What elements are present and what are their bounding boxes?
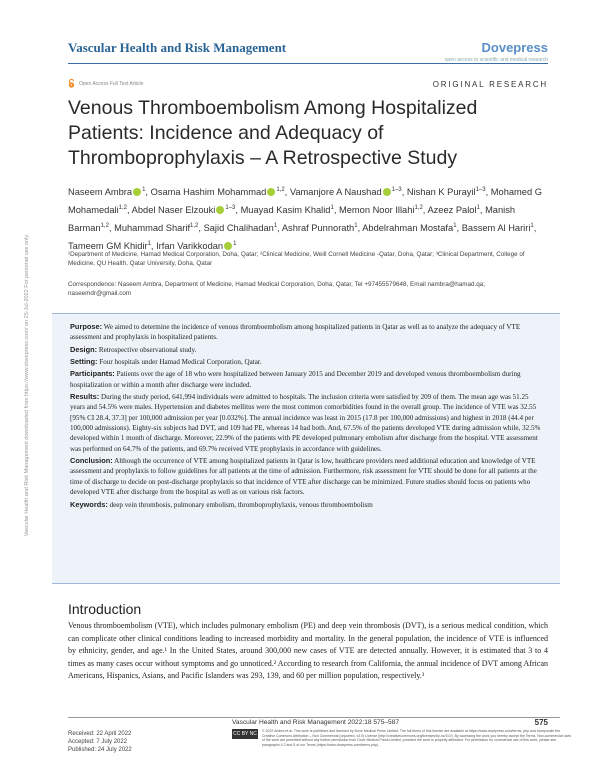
header-rule — [68, 63, 548, 64]
introduction-paragraph: Venous thromboembolism (VTE), which includes pulmonary embolism (PE) and deep vein thrombosis (DVT), is a serious medical condition, which can complicate other clinical conditions leading to increased morbidity and mortality. In the general population, the incidence of VTE is influenced by ethnicity, gender, and age.¹ In the United States, around 300,000 new cases of VTE are detected annually. However, it is estimated that 3 to 4 times as many cases occur without symptoms and go unnoticed.² According to research from California, the annual incidence of DVT among African Americans, Hispanics, Asians, and Pacific Islanders was 293, 139, and 60 per million population, respectively.³ — [68, 621, 548, 681]
author-affiliation: 1,2 — [190, 223, 199, 230]
author-affiliation: 1 — [476, 205, 480, 212]
abstract-text: We aimed to determine the incidence of venous thromboembolism among hospitalized patients in Qatar as well as to analyze the adequacy of VTE assessment and prophylaxis in hospitalized patients. — [70, 323, 521, 342]
author — [204, 223, 278, 233]
abstract-label: Conclusion: — [70, 456, 113, 466]
license-text: © 2022 Ambra et al. This work is published and licensed by Dove Medical Press Limited. The full terms of this license are available at https://www.dovepress.com/terms. php and incorporate the Creative Commons Attribution – Non Commercial (unported, v3.0) License (http://creativecommons.org/licenses/by-nc/3.0/). By accessing the work you hereby accept the Terms. Non-commercial uses of the work are permitted without any further permission from Dove Medical Press Limited, provided the work is properly attributed. For permission for commercial use of this work, please see paragraphs 4.2 and 5 of our Terms (https://www.dovepress.com/terms.php). — [262, 729, 572, 747]
abstract-label: Participants: — [70, 369, 115, 379]
abstract-purpose — [70, 322, 542, 343]
author — [282, 223, 358, 233]
author — [462, 223, 534, 233]
author-affiliation: 1,2 — [100, 223, 109, 230]
journal-name: Vascular Health and Risk Management — [68, 40, 287, 55]
abstract-label: Design: — [70, 344, 98, 354]
correspondence: Correspondence: Naseem Ambra, Department of Medicine, Hamad Medical Corporation, Doha, Qatar, Tel +97455579648, Email nambra@hamad.qa; naseemdr@gmail.com — [68, 281, 486, 297]
author-name: Tameem GM Khidir — [68, 241, 148, 252]
author-name: Osama Hashim Mohammad — [150, 187, 267, 198]
orcid-icon[interactable] — [133, 188, 141, 196]
author-name: Memon Noor Illahi — [339, 205, 415, 216]
author-name: Abdel Naser Elzouki — [131, 205, 216, 216]
publisher-tagline: open access to scientific and medical research — [444, 57, 548, 63]
introduction-heading: Introduction — [68, 601, 142, 617]
footer-rule — [68, 717, 560, 718]
author-affiliation: 1 — [330, 205, 334, 212]
author-affiliation: 1,2 — [414, 205, 423, 212]
accepted-date: Accepted: 7 July 2022 — [68, 739, 128, 745]
publisher-logo — [445, 40, 548, 63]
author — [132, 205, 236, 215]
orcid-icon[interactable] — [383, 188, 391, 196]
published-date: Published: 24 July 2022 — [68, 747, 132, 753]
author-name: Manish Barman — [68, 205, 516, 234]
author — [407, 187, 486, 197]
abstract-label: Keywords: — [70, 499, 108, 509]
abstract-text: Although the occurrence of VTE among hospitalized patients in Qatar is low, healthcare providers need additional education and knowledge of VTE assessment and prophylaxis to follow guidelines for all patients at the time of admission. Furthermore, risk assessment for VTE should be done for all patients at the time of discharge to decide on post-discharge prophylaxis so that incidence of VTE after discharge can be minimized. Future studies should focus on patients who developed VTE after discharge from the hospital as well as on various risk factors. — [70, 457, 537, 497]
author-name: Irfan Varikkodan — [156, 241, 224, 252]
abstract-participants — [70, 369, 542, 390]
introduction-body — [68, 620, 548, 683]
author-name: Azeez Palol — [427, 205, 477, 216]
author — [362, 223, 456, 233]
abstract-text: deep vein thrombosis, pulmonary embolism, thromboprophylaxis, venous thromboembolism — [109, 500, 373, 509]
author-name: Bassem Al Hariri — [461, 223, 531, 234]
open-access-lock-icon — [68, 79, 75, 88]
author — [241, 205, 334, 215]
author-affiliation: 1 — [453, 223, 457, 230]
author-affiliation: 1 — [273, 223, 278, 230]
author-affiliation: 1,2 — [118, 205, 127, 212]
abstract-conclusion — [70, 456, 542, 497]
open-access-label — [68, 79, 143, 88]
page-number: 575 — [534, 718, 548, 727]
publisher-name: Dovepress — [481, 40, 548, 55]
author-affiliation: 1 — [142, 187, 146, 193]
article-type: ORIGINAL RESEARCH — [432, 80, 548, 89]
author-name: Mohamed G Mohamedali — [68, 187, 542, 216]
author-affiliation: 1–3 — [225, 205, 236, 212]
abstract-text: During the study period, 641,994 individuals were admitted to hospitals. The inclusion criteria were satisfied by 209 of them. The mean age was 51.25 years and 54.5% were males. Hypertension and diabetes mellitus were the most common comorbidities found in the overall group. The incidence of VTE was 32.55 [95% CI 28.4, 37.3] per 100,000 admission per year [0.032%]. The annual incidence was least in 2015 (17.8 per 100,000 admissions) and highest in 2018 (44.4 per 100,000 admissions). Eighty-six subjects had DVT, and 109 had PE, whereas 14 had both. And, 67.5% of the patients developed VTE during admission while, 32.5% developed within 1 month of discharge. Moreover, 22.9% of the patients with PE developed pulmonary embolism after discharge from the hospital. VTE assessment was performed on 64.7% of the patients, and 69.7% received VTE prophylaxis in accordance with guidelines. — [70, 393, 541, 453]
abstract-text: Four hospitals under Hamad Medical Corporation, Qatar. — [99, 358, 262, 367]
abstract-label: Results: — [70, 392, 100, 402]
abstract-box — [52, 313, 560, 584]
cc-license-icon: CC BY NC — [233, 731, 257, 737]
abstract-text: Retrospective observational study. — [98, 345, 197, 354]
author-name: Nishan K Purayil — [406, 187, 476, 198]
open-access-text: Open Access Full Text Article — [79, 80, 144, 87]
author-affiliation: 1 — [233, 241, 237, 248]
author-name: Ashraf Punnorath — [281, 223, 355, 234]
affiliations: ¹Department of Medicine, Hamad Medical Corporation, Doha, Qatar; ²Clinical Medicine, Weill Cornell Medicine -Qatar, Doha, Qatar; ³Clinical Department, College of Medicine, QU Health, Qatar University, Doha, Qatar — [68, 251, 525, 267]
received-date: Received: 22 April 2022 — [68, 731, 132, 737]
license-block — [232, 729, 572, 747]
author — [68, 187, 145, 197]
orcid-icon[interactable] — [267, 188, 275, 196]
article-title: Venous Thromboembolism Among Hospitalized Patients: Incidence and Adequacy of Thromboprophylaxis – A Retrospective Study — [68, 97, 478, 169]
author-affiliation: 1 — [147, 241, 151, 248]
abstract-keywords — [70, 500, 542, 510]
side-download-note — [24, 150, 44, 620]
author — [427, 205, 479, 215]
abstract-design — [70, 345, 542, 355]
author-name: Sajid Chalihadan — [203, 223, 274, 234]
abstract-text: Patients over the age of 18 who were hospitalized between January 2015 and December 2019 and developed venous thromboembolism during hospitalization or within a month after discharge were included. — [70, 370, 521, 389]
author-name: Naseem Ambra — [68, 187, 133, 198]
author-affiliation: 1–3 — [391, 187, 402, 193]
publication-dates — [68, 730, 132, 754]
author — [290, 187, 402, 197]
author-affiliation: 1,2 — [276, 187, 285, 193]
author-affiliation: 1 — [354, 223, 358, 230]
author-name: Vamanjore A Naushad — [289, 187, 382, 198]
author-name: Abdelrahman Mostafa — [362, 223, 454, 234]
author — [339, 205, 423, 215]
abstract-setting — [70, 357, 542, 367]
author-affiliation: 1 — [530, 223, 534, 230]
author — [114, 223, 198, 233]
abstract-label: Purpose: — [70, 322, 103, 331]
author-affiliation: 1–3 — [475, 187, 486, 193]
footer-journal-ref: Vascular Health and Risk Management 2022:18 575–587 — [232, 719, 400, 726]
author-name: Muayad Kasim Khalid — [240, 205, 331, 216]
side-note-text: Vascular Health and Risk Management downloaded from https://www.dovepress.com/ on 25-Jul-2022 For personal use only. — [24, 233, 30, 537]
author-list: Naseem Ambra $^1$, Osama Hashim Mohammad $^{1,2}$, Vamanjore A Naushad $^{1-3}$, Nishan K Purayil$^{1-3}$, Mohamed G Mohamedali$^{1,2}$, Abdel Naser Elzouki $^{1-3}$, Muayad Kasim Khalid$^1$, Memon Noor Illahi$^{1,2}$, Azeez Palol$^1$, Manish Barman$^{1,2}$, Muhammad Sharif$^{1,2}$, Sajid Chalihadan$^1$, Ashraf Punnorath$^1$, Abdelrahman Mostafa$^1$, Bassem Al Hariri$^1$, Tameem GM Khidir$^1$, Irfan Varikkodan $^1$ — [68, 187, 542, 252]
orcid-icon[interactable] — [216, 206, 224, 214]
author — [151, 187, 285, 197]
abstract-label: Setting: — [70, 357, 98, 367]
abstract-results — [70, 392, 542, 454]
author-name: Muhammad Sharif — [114, 223, 191, 234]
